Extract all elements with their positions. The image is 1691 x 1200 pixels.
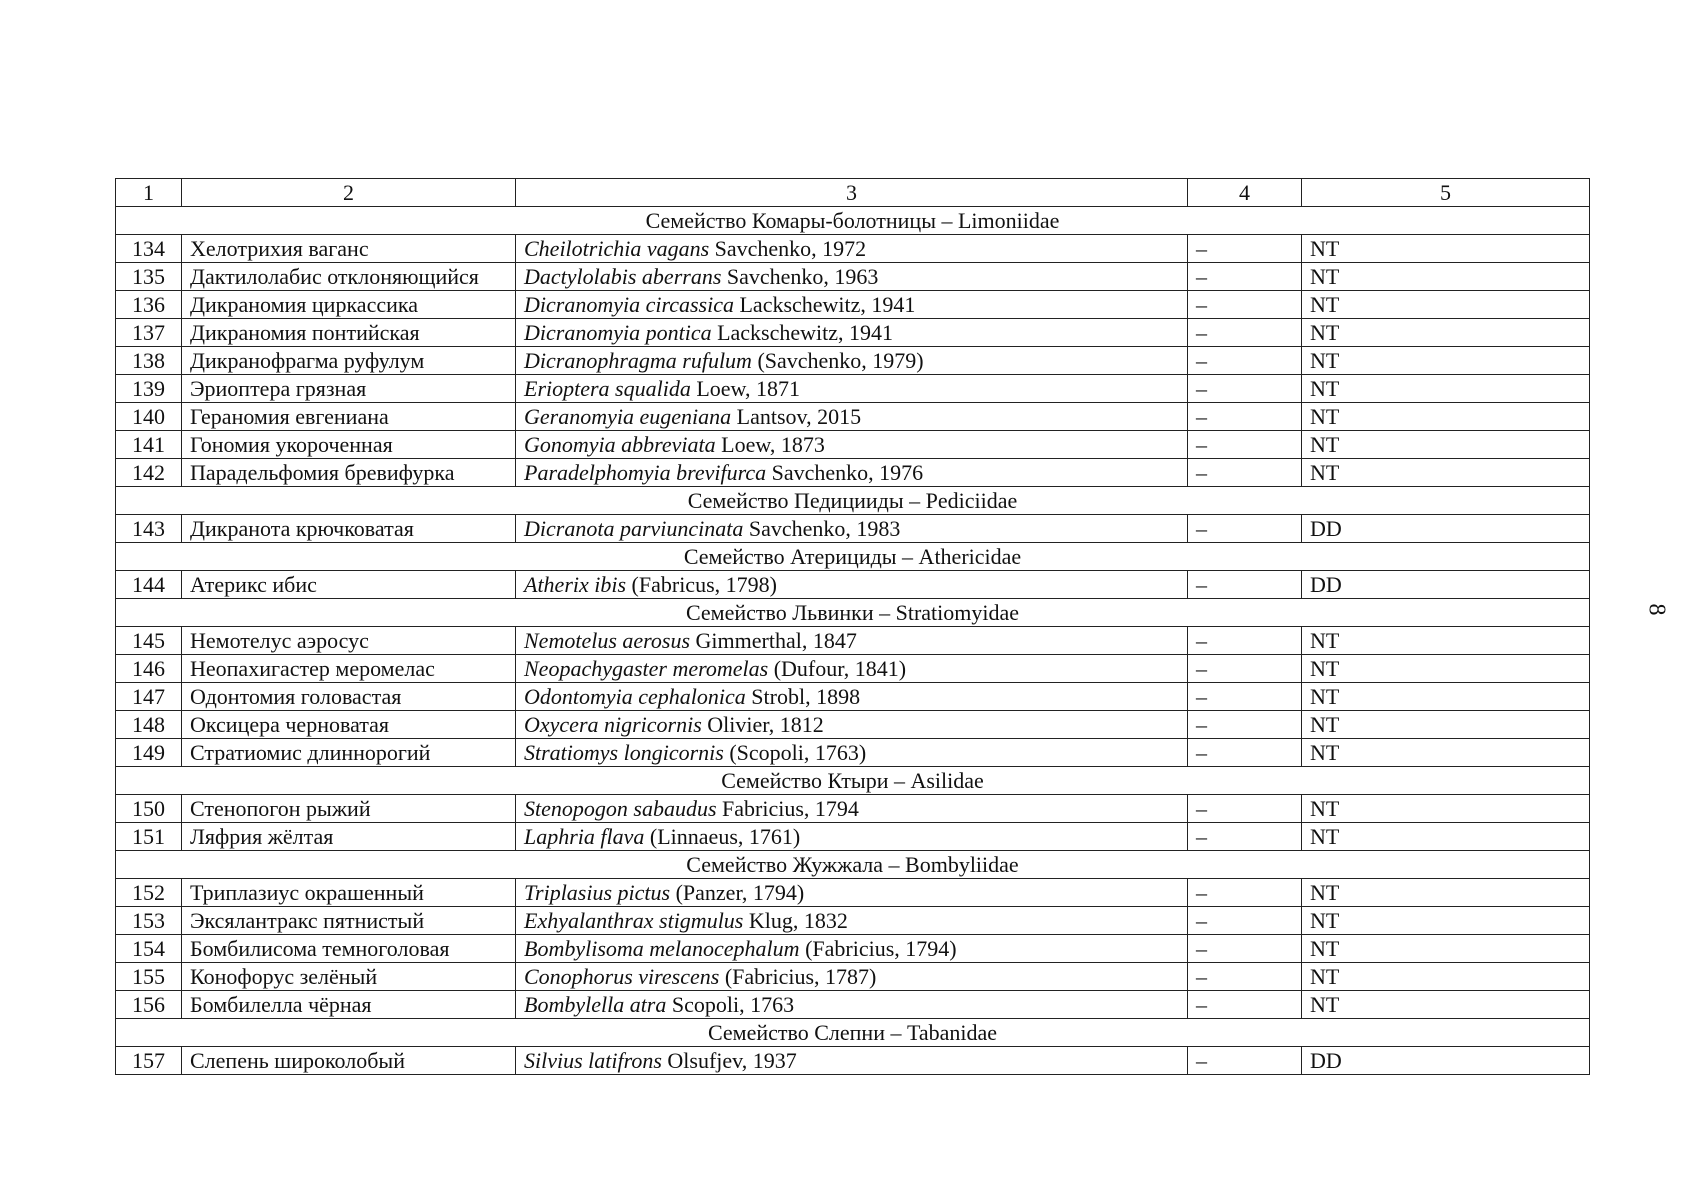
scientific-name	[516, 403, 1188, 431]
row-number: 138	[116, 347, 182, 375]
taxon-author: Savchenko, 1972	[709, 236, 867, 261]
status-category: DD	[1302, 571, 1590, 599]
latin-binomial: Bombylella atra	[524, 992, 667, 1017]
taxon-author: (Linnaeus, 1761)	[644, 824, 801, 849]
species-table-body	[116, 179, 1590, 1075]
table-row	[116, 347, 1590, 375]
row-number: 148	[116, 711, 182, 739]
status-category: NT	[1302, 431, 1590, 459]
column-4-value: –	[1188, 739, 1302, 767]
taxon-author: Savchenko, 1983	[743, 516, 901, 541]
latin-binomial: Silvius latifrons	[524, 1048, 662, 1073]
taxon-author: (Savchenko, 1979)	[751, 348, 924, 373]
russian-name: Дикраномия циркассика	[182, 291, 516, 319]
column-4-value: –	[1188, 795, 1302, 823]
column-4-value: –	[1188, 935, 1302, 963]
russian-name: Хелотрихия ваганс	[182, 235, 516, 263]
latin-binomial: Cheilotrichia vagans	[524, 236, 710, 261]
column-4-value: –	[1188, 627, 1302, 655]
table-row	[116, 1047, 1590, 1075]
taxon-author: (Fabricus, 1798)	[626, 572, 777, 597]
column-4-value: –	[1188, 235, 1302, 263]
scientific-name	[516, 655, 1188, 683]
latin-binomial: Conophorus virescens	[524, 964, 720, 989]
header-col-2: 2	[182, 179, 516, 207]
taxon-author: Olivier, 1812	[701, 712, 824, 737]
status-category: NT	[1302, 627, 1590, 655]
scientific-name	[516, 459, 1188, 487]
column-4-value: –	[1188, 431, 1302, 459]
column-4-value: –	[1188, 263, 1302, 291]
scientific-name	[516, 739, 1188, 767]
status-category: NT	[1302, 823, 1590, 851]
latin-binomial: Exhyalanthrax stigmulus	[524, 908, 744, 933]
row-number: 147	[116, 683, 182, 711]
status-category: NT	[1302, 459, 1590, 487]
family-row	[116, 599, 1590, 627]
table-row	[116, 879, 1590, 907]
column-4-value: –	[1188, 459, 1302, 487]
status-category: NT	[1302, 291, 1590, 319]
scientific-name	[516, 795, 1188, 823]
taxon-author: (Dufour, 1841)	[768, 656, 907, 681]
russian-name: Немотелус аэросус	[182, 627, 516, 655]
russian-name: Бомбилелла чёрная	[182, 991, 516, 1019]
taxon-author: Fabricius, 1794	[716, 796, 859, 821]
header-col-4: 4	[1188, 179, 1302, 207]
table-row	[116, 711, 1590, 739]
family-heading: Семейство Слепни – Tabanidae	[116, 1019, 1590, 1047]
latin-binomial: Atherix ibis	[524, 572, 627, 597]
column-4-value: –	[1188, 319, 1302, 347]
table-row	[116, 795, 1590, 823]
status-category: NT	[1302, 711, 1590, 739]
latin-binomial: Stratiomys longicornis	[524, 740, 724, 765]
status-category: NT	[1302, 235, 1590, 263]
column-4-value: –	[1188, 291, 1302, 319]
scientific-name	[516, 683, 1188, 711]
column-4-value: –	[1188, 879, 1302, 907]
russian-name: Дикраномия понтийская	[182, 319, 516, 347]
row-number: 151	[116, 823, 182, 851]
status-category: NT	[1302, 963, 1590, 991]
family-row	[116, 767, 1590, 795]
row-number: 157	[116, 1047, 182, 1075]
scientific-name	[516, 347, 1188, 375]
family-row	[116, 543, 1590, 571]
status-category: NT	[1302, 879, 1590, 907]
scientific-name	[516, 963, 1188, 991]
russian-name: Парадельфомия бревифурка	[182, 459, 516, 487]
table-row	[116, 319, 1590, 347]
family-heading: Семейство Ктыри – Asilidae	[116, 767, 1590, 795]
scientific-name	[516, 571, 1188, 599]
row-number: 150	[116, 795, 182, 823]
row-number: 154	[116, 935, 182, 963]
table-row	[116, 515, 1590, 543]
header-col-1: 1	[116, 179, 182, 207]
russian-name: Конофорус зелёный	[182, 963, 516, 991]
latin-binomial: Gonomyia abbreviata	[524, 432, 716, 457]
table-row	[116, 431, 1590, 459]
column-4-value: –	[1188, 823, 1302, 851]
table-row	[116, 627, 1590, 655]
table-row	[116, 991, 1590, 1019]
status-category: NT	[1302, 991, 1590, 1019]
column-4-value: –	[1188, 907, 1302, 935]
status-category: NT	[1302, 935, 1590, 963]
species-table	[115, 178, 1590, 1075]
taxon-author: (Scopoli, 1763)	[723, 740, 867, 765]
row-number: 143	[116, 515, 182, 543]
latin-binomial: Dicranomyia circassica	[524, 292, 734, 317]
row-number: 145	[116, 627, 182, 655]
taxon-author: Lackschewitz, 1941	[711, 320, 894, 345]
russian-name: Гономия укороченная	[182, 431, 516, 459]
row-number: 135	[116, 263, 182, 291]
column-4-value: –	[1188, 571, 1302, 599]
column-4-value: –	[1188, 655, 1302, 683]
table-row	[116, 739, 1590, 767]
latin-binomial: Triplasius pictus	[524, 880, 671, 905]
russian-name: Атерикс ибис	[182, 571, 516, 599]
table-row	[116, 571, 1590, 599]
latin-binomial: Erioptera squalida	[524, 376, 691, 401]
column-4-value: –	[1188, 375, 1302, 403]
taxon-author: Scopoli, 1763	[666, 992, 795, 1017]
scientific-name	[516, 991, 1188, 1019]
table-row	[116, 683, 1590, 711]
latin-binomial: Odontomyia cephalonica	[524, 684, 746, 709]
taxon-author: Gimmerthal, 1847	[690, 628, 857, 653]
scientific-name	[516, 319, 1188, 347]
column-4-value: –	[1188, 403, 1302, 431]
russian-name: Дикранофрагма руфулум	[182, 347, 516, 375]
column-4-value: –	[1188, 1047, 1302, 1075]
latin-binomial: Neopachygaster meromelas	[524, 656, 769, 681]
taxon-author: Loew, 1871	[690, 376, 801, 401]
taxon-author: Loew, 1873	[715, 432, 825, 457]
latin-binomial: Dicranophragma rufulum	[524, 348, 752, 373]
scientific-name	[516, 431, 1188, 459]
latin-binomial: Dicranota parviuncinata	[524, 516, 744, 541]
taxon-author: Klug, 1832	[743, 908, 848, 933]
table-row	[116, 235, 1590, 263]
russian-name: Слепень широколобый	[182, 1047, 516, 1075]
russian-name: Неопахигастер меромелас	[182, 655, 516, 683]
taxon-author: (Fabricius, 1794)	[799, 936, 957, 961]
table-row	[116, 291, 1590, 319]
russian-name: Оксицера черноватая	[182, 711, 516, 739]
family-row	[116, 851, 1590, 879]
column-4-value: –	[1188, 991, 1302, 1019]
russian-name: Одонтомия головастая	[182, 683, 516, 711]
row-number: 144	[116, 571, 182, 599]
latin-binomial: Nemotelus aerosus	[524, 628, 691, 653]
russian-name: Гераномия евгениана	[182, 403, 516, 431]
column-4-value: –	[1188, 711, 1302, 739]
latin-binomial: Paradelphomyia brevifurca	[524, 460, 767, 485]
latin-binomial: Geranomyia eugeniana	[524, 404, 732, 429]
column-4-value: –	[1188, 347, 1302, 375]
row-number: 136	[116, 291, 182, 319]
family-row	[116, 1019, 1590, 1047]
row-number: 140	[116, 403, 182, 431]
row-number: 155	[116, 963, 182, 991]
russian-name: Эксялантракс пятнистый	[182, 907, 516, 935]
row-number: 156	[116, 991, 182, 1019]
latin-binomial: Oxycera nigricornis	[524, 712, 702, 737]
family-heading: Семейство Жужжала – Bombyliidae	[116, 851, 1590, 879]
column-4-value: –	[1188, 683, 1302, 711]
header-col-5: 5	[1302, 179, 1590, 207]
row-number: 142	[116, 459, 182, 487]
latin-binomial: Stenopogon sabaudus	[524, 796, 717, 821]
status-category: NT	[1302, 655, 1590, 683]
header-row	[116, 179, 1590, 207]
russian-name: Ляфрия жёлтая	[182, 823, 516, 851]
taxon-author: (Panzer, 1794)	[670, 880, 805, 905]
column-4-value: –	[1188, 963, 1302, 991]
scientific-name	[516, 627, 1188, 655]
row-number: 153	[116, 907, 182, 935]
row-number: 134	[116, 235, 182, 263]
column-4-value: –	[1188, 515, 1302, 543]
status-category: NT	[1302, 375, 1590, 403]
russian-name: Бомбилисома темноголовая	[182, 935, 516, 963]
page-number: 8	[1643, 603, 1670, 616]
latin-binomial: Bombylisoma melanocephalum	[524, 936, 800, 961]
table-row	[116, 907, 1590, 935]
table-row	[116, 823, 1590, 851]
scientific-name	[516, 515, 1188, 543]
row-number: 146	[116, 655, 182, 683]
latin-binomial: Laphria flava	[524, 824, 645, 849]
family-heading: Семейство Педицииды – Pediciidae	[116, 487, 1590, 515]
status-category: NT	[1302, 347, 1590, 375]
status-category: DD	[1302, 1047, 1590, 1075]
table-row	[116, 375, 1590, 403]
table-row	[116, 263, 1590, 291]
scientific-name	[516, 263, 1188, 291]
header-col-3: 3	[516, 179, 1188, 207]
status-category: NT	[1302, 795, 1590, 823]
latin-binomial: Dicranomyia pontica	[524, 320, 712, 345]
scientific-name	[516, 235, 1188, 263]
russian-name: Дактилолабис отклоняющийся	[182, 263, 516, 291]
taxon-author: Olsufjev, 1937	[661, 1048, 797, 1073]
row-number: 139	[116, 375, 182, 403]
family-heading: Семейство Комары-болотницы – Limoniidae	[116, 207, 1590, 235]
russian-name: Эриоптера грязная	[182, 375, 516, 403]
taxon-author: Lackschewitz, 1941	[733, 292, 916, 317]
family-heading: Семейство Атерициды – Athericidae	[116, 543, 1590, 571]
table-row	[116, 655, 1590, 683]
table-row	[116, 459, 1590, 487]
row-number: 137	[116, 319, 182, 347]
scientific-name	[516, 711, 1188, 739]
row-number: 152	[116, 879, 182, 907]
latin-binomial: Dactylolabis aberrans	[524, 264, 722, 289]
family-row	[116, 487, 1590, 515]
taxon-author: Strobl, 1898	[745, 684, 861, 709]
family-heading: Семейство Львинки – Stratiomyidae	[116, 599, 1590, 627]
row-number: 141	[116, 431, 182, 459]
status-category: NT	[1302, 319, 1590, 347]
russian-name: Стенопогон рыжий	[182, 795, 516, 823]
scientific-name	[516, 879, 1188, 907]
russian-name: Дикранота крючковатая	[182, 515, 516, 543]
status-category: NT	[1302, 683, 1590, 711]
scientific-name	[516, 823, 1188, 851]
scientific-name	[516, 1047, 1188, 1075]
status-category: NT	[1302, 263, 1590, 291]
table-row	[116, 963, 1590, 991]
scientific-name	[516, 907, 1188, 935]
status-category: NT	[1302, 739, 1590, 767]
russian-name: Стратиомис длиннорогий	[182, 739, 516, 767]
taxon-author: Lantsov, 2015	[731, 404, 862, 429]
row-number: 149	[116, 739, 182, 767]
status-category: NT	[1302, 403, 1590, 431]
taxon-author: (Fabricius, 1787)	[719, 964, 877, 989]
family-row	[116, 207, 1590, 235]
status-category: NT	[1302, 907, 1590, 935]
russian-name: Триплазиус окрашенный	[182, 879, 516, 907]
taxon-author: Savchenko, 1976	[766, 460, 924, 485]
taxon-author: Savchenko, 1963	[721, 264, 879, 289]
scientific-name	[516, 291, 1188, 319]
scientific-name	[516, 375, 1188, 403]
status-category: DD	[1302, 515, 1590, 543]
scientific-name	[516, 935, 1188, 963]
table-row	[116, 935, 1590, 963]
table-row	[116, 403, 1590, 431]
